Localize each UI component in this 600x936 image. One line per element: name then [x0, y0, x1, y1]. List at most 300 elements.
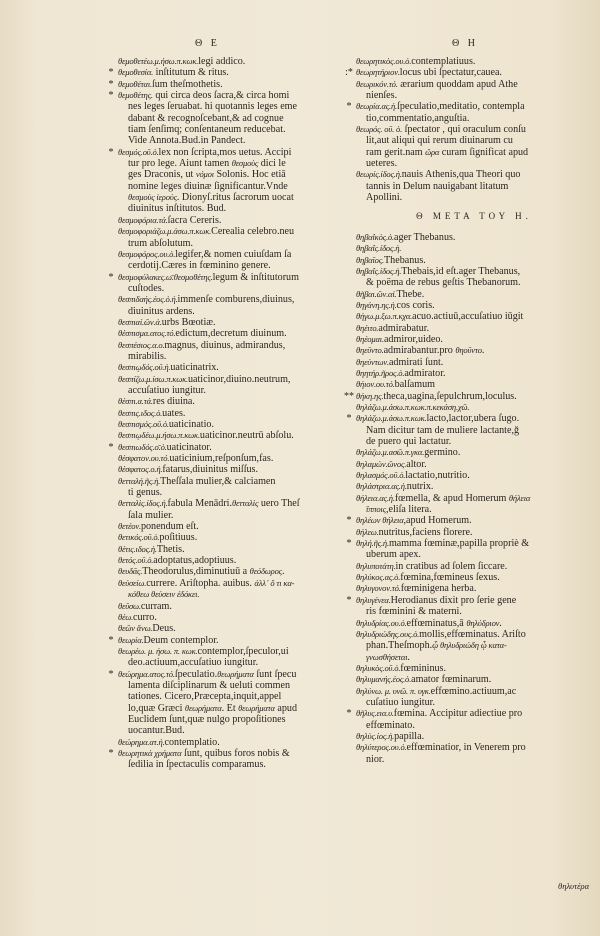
latin-gloss: Cerealia celebro.neu: [211, 226, 295, 238]
dictionary-entry: [356, 470, 592, 481]
entry-line: [118, 691, 380, 702]
greek-headword: θεώρημα.ατ.ἡ.: [118, 736, 165, 747]
greek-headword: θήλεω.: [356, 526, 379, 537]
greek-headword: θετταλὶς.ίδος.ἡ.: [118, 498, 168, 509]
latin-gloss: Nam dicitur tam de muliere lactante,ğ: [366, 424, 520, 436]
latin-gloss: lacto,lactor,ubera ſugo.: [426, 413, 520, 425]
latin-gloss: uero Theſ: [258, 498, 300, 510]
entry-line: [356, 300, 592, 311]
entry-line: [356, 652, 592, 663]
greek-headword: θεσμός.οῦ.ὁ.: [118, 146, 159, 157]
greek-headword: θεωρήματα: [238, 702, 275, 713]
entry-line: [118, 215, 380, 226]
entry-line: [356, 192, 592, 203]
entry-line: [118, 646, 380, 657]
latin-gloss: . Et: [221, 702, 239, 714]
entry-marker: *: [346, 413, 352, 425]
entry-line: [118, 56, 380, 67]
latin-gloss: trum abſolutum.: [128, 237, 194, 249]
dictionary-entry: [356, 629, 592, 663]
dictionary-entry: [356, 124, 592, 169]
entry-line: [356, 720, 592, 731]
entry-line: [118, 283, 380, 294]
entry-line: [356, 181, 592, 192]
entry-marker: *: [108, 271, 114, 283]
dictionary-entry: [356, 686, 592, 709]
entry-line: [118, 748, 380, 759]
latin-gloss: .: [281, 566, 285, 578]
entry-line: [356, 266, 592, 277]
latin-gloss: uaticinatrix.: [170, 362, 219, 374]
entry-line: [118, 476, 380, 487]
latin-gloss: edictum,decretum diuinum.: [175, 328, 287, 340]
entry-line: [118, 408, 380, 419]
entry-line: [356, 289, 592, 300]
greek-headword: θεσμοφοριάζω.μ.άσω.π.κωκ.: [118, 226, 212, 237]
greek-headword: θηβαῖος.: [356, 254, 384, 265]
entry-line: [356, 754, 592, 765]
dictionary-entry: [356, 583, 592, 594]
greek-headword: θῆβαι.ῶν.αἱ.: [356, 288, 397, 299]
greek-headword: θέσφατον.ου.τό.: [118, 453, 170, 464]
entry-line: [356, 504, 592, 515]
entry-marker: *: [346, 594, 352, 606]
dictionary-entry: [118, 601, 380, 612]
latin-gloss: urbs Bœotiæ.: [161, 316, 216, 328]
latin-gloss: cos coris.: [396, 299, 435, 311]
dictionary-entry: [118, 555, 380, 566]
latin-gloss: legi addico.: [198, 56, 246, 67]
entry-line: [356, 561, 592, 572]
entry-line: [356, 436, 592, 447]
entry-marker: *: [346, 515, 352, 527]
greek-headword: θηβαΐκὸς.ὁ.: [356, 231, 394, 242]
entry-line: [118, 328, 380, 339]
dictionary-entry: [108, 67, 380, 79]
latin-gloss: cerdotij.Cæres in fœminino genere.: [128, 260, 271, 272]
entry-marker: *: [346, 538, 352, 550]
greek-headword: θετταλή.ῆς.ἡ.: [118, 475, 161, 486]
latin-gloss: Herodianus dixit pro ſerie gene: [390, 594, 517, 606]
entry-line: [118, 510, 380, 521]
greek-headword: θηλυδρίας.ου.ὁ.: [356, 617, 407, 628]
greek-headword: θεσπις.ιδος.ὁ.: [118, 407, 163, 418]
dictionary-entry: [356, 481, 592, 492]
latin-gloss: ponendum eſt.: [140, 521, 199, 533]
latin-gloss: admirabantur.pro: [383, 345, 456, 357]
latin-gloss: dici le: [258, 158, 286, 170]
dictionary-entry: [118, 430, 380, 441]
entry-line: [118, 487, 380, 498]
entry-line: [118, 669, 380, 680]
entry-line: [118, 396, 380, 407]
entry-line: [118, 113, 380, 124]
latin-gloss: ges Draconis, ut: [128, 169, 196, 181]
greek-headword: θηέομαι.: [356, 333, 384, 344]
dictionary-entry: [356, 731, 592, 742]
latin-gloss: currere. Ariſtopha. auibus.: [146, 577, 255, 589]
latin-gloss: uaticinator.: [166, 441, 212, 453]
entry-line: [118, 272, 380, 283]
entry-line: [356, 158, 592, 169]
greek-headword: θῆλυς.εια.υ.: [356, 708, 394, 719]
entry-line: [118, 101, 380, 112]
greek-headword: θεωρός. οῦ. ὁ.: [356, 124, 403, 135]
dictionary-entry: [118, 737, 380, 748]
entry-line: [356, 549, 592, 560]
greek-headword: θηλυγονον.τό.: [356, 583, 401, 594]
dictionary-entry: [118, 294, 380, 317]
latin-gloss: curro.: [133, 611, 157, 623]
entry-line: [118, 362, 380, 373]
entry-marker: *: [108, 67, 114, 79]
greek-headword: θεσπισμός.οῦ.ὁ.: [118, 419, 169, 429]
entry-line: [356, 538, 592, 549]
greek-headword: θηλασμός.οῦ.ὁ.: [356, 470, 406, 481]
greek-headword: θηβαΐς.ίδος.ἡ.: [356, 265, 402, 276]
greek-headword: θεωρητήριον.: [356, 67, 400, 78]
entry-marker: *: [108, 78, 114, 90]
greek-headword: θέσπισμα.ατος.τό.: [118, 328, 176, 339]
entry-line: [118, 351, 380, 362]
latin-gloss: uaticinor,diuino.neutrum,: [187, 373, 291, 385]
latin-gloss: ſunt, quibus foros nobis &: [181, 747, 290, 759]
greek-headword: θηλὺς.ίος.ἡ.: [356, 730, 395, 741]
section-title: Θ ΜΕΤΑ ΤΟΥ Η.: [416, 211, 532, 222]
greek-headword: θεσπέσιος.α.ο.: [118, 339, 165, 350]
entry-line: [118, 612, 380, 623]
greek-headword: θηλάζω.μ.άσω.π.κωκ.: [356, 413, 427, 424]
entry-line: [118, 238, 380, 249]
greek-headword: θετέον.: [118, 521, 141, 532]
right-column-top: [345, 56, 592, 204]
latin-gloss: diuinitus inſtitutos. Bud.: [128, 203, 227, 215]
greek-headword: θεσμοφόρος.ου.ὁ.: [118, 248, 176, 259]
entry-line: [356, 481, 592, 492]
latin-gloss: uates.: [162, 407, 186, 419]
dictionary-entry: [356, 266, 592, 289]
latin-gloss: uocantur.Bud.: [128, 725, 185, 737]
greek-headword: θηλύκος.ας.ὁ.: [356, 572, 401, 583]
entry-line: [356, 447, 592, 458]
dictionary-entry: [356, 357, 592, 368]
entry-line: [118, 430, 380, 441]
entry-line: [118, 623, 380, 634]
entry-line: [356, 697, 592, 708]
entry-line: [118, 555, 380, 566]
entry-line: [356, 334, 592, 345]
greek-headword: θεωρήματα: [217, 668, 254, 679]
latin-gloss: immenſe comburens,diuinus,: [177, 294, 295, 306]
dictionary-entry: [346, 515, 592, 527]
latin-gloss: ueteres.: [366, 158, 398, 170]
entry-line: [356, 572, 592, 583]
dictionary-entry: [118, 328, 380, 339]
right-column-bottom: [344, 231, 592, 765]
latin-gloss: fabula Menādri.: [167, 498, 233, 510]
dictionary-entry: [118, 544, 380, 555]
latin-gloss: inſtitutum & ritus.: [153, 67, 229, 79]
greek-headword: θεωρία.ας.ἡ.: [356, 101, 398, 112]
entry-line: [118, 158, 380, 169]
latin-gloss: balſamum: [394, 379, 436, 391]
latin-gloss: ti genus.: [128, 487, 163, 499]
greek-headword: θετταλὶς: [232, 498, 259, 509]
entry-line: [118, 385, 380, 396]
greek-headword: θεσπιῳδός.οῦ.ἡ.: [118, 362, 171, 373]
latin-gloss: magnus, diuinus, admirandus,: [164, 339, 286, 351]
running-header: [0, 38, 600, 54]
entry-line: [118, 725, 380, 736]
dictionary-entry: [356, 255, 592, 266]
entry-line: [356, 113, 592, 124]
dictionary-entry: [346, 594, 592, 618]
entry-line: [118, 532, 380, 543]
latin-gloss: uaticinatio.: [168, 419, 214, 430]
entry-line: [118, 192, 380, 203]
latin-gloss: admirator.: [404, 367, 446, 379]
greek-headword: θηέιτο.: [356, 322, 379, 333]
latin-gloss: ſala mulier.: [128, 509, 174, 521]
dictionary-entry: [356, 572, 592, 583]
entry-line: [118, 521, 380, 532]
latin-gloss: effœminatior, in Venerem pro: [406, 742, 526, 754]
entry-line: [118, 498, 380, 509]
latin-gloss: nes leges ſeruabat. hi quotannis leges eme: [128, 101, 298, 113]
latin-gloss: ,apud Homerum.: [403, 515, 472, 527]
latin-gloss: contemplatiuus.: [411, 56, 476, 67]
entry-line: [118, 203, 380, 214]
entry-line: [356, 640, 592, 651]
entry-line: [118, 169, 380, 180]
entry-marker: *: [346, 101, 352, 113]
dictionary-entry: [356, 311, 592, 322]
dictionary-entry: [356, 618, 592, 629]
entry-line: [356, 124, 592, 135]
entry-line: [118, 306, 380, 317]
dictionary-entry: [356, 368, 592, 379]
latin-gloss: uaticinor.neutrū abſolu.: [199, 430, 294, 442]
greek-headword: θεσπίζω.μ.ίσω.π.κωκ.: [118, 373, 188, 384]
entry-line: [118, 759, 380, 770]
latin-gloss: de puero qui lactatur.: [366, 436, 452, 447]
latin-gloss: Deus.: [152, 623, 176, 635]
latin-gloss: amator fœminarum.: [411, 674, 492, 686]
dictionary-entry: [118, 498, 380, 521]
entry-line: [356, 583, 592, 594]
greek-headword: θεωρία.: [118, 634, 144, 645]
latin-gloss: dabant & recognoſcebant,& ad cognue: [128, 112, 284, 124]
greek-headword: θεσπιδαής.έος.ὁ.ἡ.: [118, 294, 178, 305]
latin-gloss: legum & inſtitutorum: [212, 271, 299, 283]
latin-gloss: .: [499, 617, 502, 629]
entry-line: [118, 737, 380, 748]
greek-headword: θήγω.μ.ξω.π.κχα.: [356, 311, 413, 322]
entry-line: [356, 169, 592, 180]
latin-gloss: legifer,& nomen cuiuſdam ſa: [175, 248, 292, 260]
greek-headword: θετός.οῦ.ὁ.: [118, 555, 154, 566]
dictionary-entry: [356, 334, 592, 345]
greek-headword: νόμοι: [195, 169, 214, 180]
greek-headword: θεύσείω.: [118, 577, 147, 588]
latin-gloss: contemplor,ſpeculor,ui: [197, 645, 289, 657]
dictionary-entry: [356, 243, 592, 254]
greek-headword: θεμοθετέω.μ.ήσω.π.κωκ.: [118, 56, 199, 66]
entry-line: [118, 464, 380, 475]
entry-line: [356, 255, 592, 266]
entry-line: [356, 391, 592, 402]
dictionary-entry: [118, 362, 380, 373]
greek-headword: θηεῦντο.: [356, 345, 384, 356]
dictionary-entry: [356, 459, 592, 470]
greek-headword: θεωρικόν.τό.: [356, 78, 398, 89]
entry-line: [356, 90, 592, 101]
latin-gloss: fœminigena herba.: [400, 583, 477, 595]
entry-line: [118, 601, 380, 612]
dictionary-entry: [356, 402, 592, 413]
dictionary-entry: [346, 538, 592, 561]
greek-headword: θέω.: [118, 611, 134, 622]
latin-gloss: Apollini.: [366, 192, 403, 204]
dictionary-entry: [356, 527, 592, 538]
dictionary-entry: [118, 419, 380, 430]
entry-marker: *: [108, 441, 114, 453]
entry-line: [356, 629, 592, 640]
greek-headword: θεσμοὺς ἱεροὺς: [128, 192, 177, 203]
entry-line: [356, 368, 592, 379]
entry-line: [118, 442, 380, 453]
entry-line: [118, 453, 380, 464]
entry-line: [356, 135, 592, 146]
latin-gloss: diuinitus ardens.: [128, 305, 195, 317]
entry-line: [118, 544, 380, 555]
entry-line: [356, 67, 592, 78]
greek-headword: θηλυκὸς.οῦ.ὁ.: [356, 662, 401, 673]
dictionary-entry: [118, 374, 380, 397]
entry-line: [118, 260, 380, 271]
dictionary-entry: [118, 317, 380, 328]
greek-headword: θηλυποτάτη.: [356, 560, 396, 571]
dictionary-entry: [118, 612, 380, 623]
greek-headword: θήιον.ου.τό.: [356, 379, 395, 390]
latin-gloss: mamma fœminæ,papilla propriè &: [388, 538, 530, 550]
dictionary-entry: [356, 300, 592, 311]
entry-line: [356, 618, 592, 629]
latin-gloss: cuſtodes.: [128, 282, 165, 294]
entry-line: [356, 674, 592, 685]
greek-headword: θευδᾶς.: [118, 566, 143, 577]
latin-gloss: admiror,uideo.: [383, 333, 443, 345]
latin-gloss: ſedilia in ſpectaculis comparamus.: [128, 759, 266, 771]
right-column: [344, 56, 592, 765]
entry-line: [356, 459, 592, 470]
dictionary-entry: [356, 663, 592, 674]
latin-gloss: tannis in Delum nauigabant litatum: [366, 180, 509, 192]
greek-headword: κόθεω θεύσειν ἐδόκει.: [128, 589, 200, 600]
greek-headword: θέτις.ιδος.ἡ.: [118, 543, 157, 554]
greek-headword: γνωσθήσεται: [366, 651, 408, 662]
latin-gloss: nutrix.: [406, 481, 434, 493]
latin-gloss: nutritus,faciens florere.: [378, 526, 473, 538]
latin-gloss: ,eliſa litera.: [385, 504, 432, 516]
latin-gloss: ſpectator , qui oraculum conſu: [402, 124, 526, 136]
greek-headword: θεσπιωδός.ο̄.ὁ.: [118, 441, 167, 452]
greek-headword: θηλέων θήλεια: [356, 515, 404, 526]
entry-line: [356, 101, 592, 112]
latin-gloss: cuſatiuo iungitur.: [366, 696, 435, 708]
entry-marker: *: [108, 634, 114, 646]
latin-gloss: in cratibus ad ſolem ſiccare.: [395, 560, 508, 572]
latin-gloss: Theodorulus,diminutiuū a: [142, 566, 250, 578]
header-right: Θ H: [452, 38, 478, 49]
dictionary-entry: [356, 79, 592, 102]
greek-headword: ὤρα: [425, 146, 440, 157]
entry-line: [356, 56, 592, 67]
entry-line: [118, 578, 380, 589]
dictionary-entry: [356, 561, 592, 572]
greek-headword: ἵπποις: [366, 504, 386, 515]
latin-gloss: fœmininus.: [400, 662, 446, 674]
entry-line: [118, 635, 380, 646]
dictionary-entry: [346, 101, 592, 124]
entry-marker: *: [108, 668, 114, 680]
latin-gloss: effœminatus,ā: [406, 617, 467, 629]
greek-headword: θεωρέω. μ. ήσω. π. κωκ.: [118, 645, 198, 656]
greek-headword: θετικός.οῦ.ὁ.: [118, 532, 160, 543]
latin-gloss: curam ſignificat apud: [439, 146, 529, 158]
latin-gloss: ærarium quoddam apud Athe: [397, 78, 518, 90]
greek-headword: θηλάζω.μ.ασῶ.π.γκα.: [356, 447, 425, 458]
greek-headword: θηλύτερος.ου.ὁ.: [356, 742, 407, 753]
entry-line: [118, 147, 380, 158]
greek-headword: θεσμοφόρια.τά.: [118, 214, 168, 225]
entry-line: [356, 413, 592, 424]
latin-gloss: lit,aut aliqui qui rerum diuinarum cu: [366, 135, 513, 147]
greek-headword: θεμοθεσία.: [118, 67, 154, 78]
entry-line: [356, 311, 592, 322]
greek-headword: θηητήρ.ῆρος.ὁ.: [356, 367, 405, 378]
dictionary-entry: [118, 578, 380, 601]
greek-headword: θηλύνω. μ. υνῶ. π. υγκ.: [356, 685, 431, 696]
greek-headword: θεωρητικὸς.ου.ὁ.: [356, 56, 412, 66]
greek-headword: θεώρημα.ατος.τό.: [118, 668, 175, 679]
latin-gloss: & poëma de rebus geſtis Thebanorum.: [366, 277, 521, 289]
dictionary-entry: [118, 464, 380, 475]
dictionary-entry: [118, 396, 380, 407]
entry-line: [118, 294, 380, 305]
entry-marker: :*: [345, 67, 353, 79]
greek-headword: θεσμοφύλακες.ω̄.θεσμοθέτης.: [118, 271, 213, 282]
entry-line: [118, 714, 380, 725]
entry-line: [356, 515, 592, 526]
greek-headword: θεωρήματα: [184, 702, 222, 713]
dictionary-entry: [345, 67, 592, 79]
latin-gloss: .: [481, 345, 485, 357]
greek-headword: θηλή.ῆς.ἡ.: [356, 538, 389, 549]
entry-line: [118, 67, 380, 78]
entry-line: [118, 657, 380, 668]
latin-gloss: ſpeculatio.: [174, 668, 218, 680]
dictionary-entry: [118, 566, 380, 577]
entry-line: [356, 708, 592, 719]
latin-gloss: nienſes.: [366, 90, 398, 102]
entry-line: [356, 731, 592, 742]
catchword: θηλυτέρα: [558, 881, 590, 891]
entry-line: [118, 703, 380, 714]
entry-marker: *: [108, 146, 114, 158]
latin-gloss: mollis,effœminatus. Ariſto: [419, 628, 526, 640]
header-left: Θ E: [195, 38, 220, 49]
